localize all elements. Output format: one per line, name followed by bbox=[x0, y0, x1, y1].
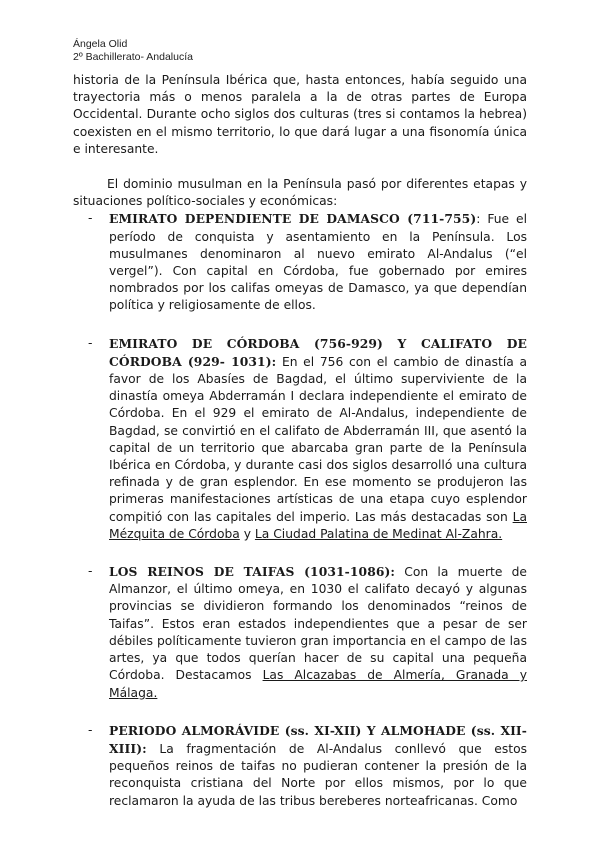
list-item-emirato-califato-cordoba bbox=[73, 335, 527, 543]
page-header bbox=[73, 38, 193, 64]
item-title: EMIRATO DEPENDIENTE DE DAMASCO (711-755) bbox=[109, 211, 477, 227]
item-title: LOS REINOS DE TAIFAS (1031-1086): bbox=[109, 564, 396, 580]
item-text: Con la muerte de Almanzor, el último omeya, en 1030 el califato decayó y algunas provincias se dividieron formando los denominados “reinos de Taifas”. Estos eran estados independientes que a pesar de ser débiles políticamente tuvieron gran importancia en el campo de las artes, ya que todos querían hacer de su capital una pequeña Córdoba. Destacamos bbox=[109, 565, 527, 683]
list-item-reinos-taifas bbox=[73, 563, 527, 702]
list-dash: - bbox=[88, 564, 93, 579]
document-body bbox=[73, 72, 527, 810]
item-title: EMIRATO DE CÓRDOBA (756-929) Y CALIFATO DE CÓRDOBA (929- 1031): bbox=[109, 335, 527, 369]
stages-list bbox=[73, 210, 527, 809]
list-item-almoravide-almohade bbox=[73, 722, 527, 810]
list-item-emirato-dependiente bbox=[73, 210, 527, 314]
list-dash: - bbox=[88, 722, 93, 737]
intro-paragraph: historia de la Península Ibérica que, hasta entonces, había seguido una trayectoria más o menos paralela a la de otras partes de Europa Occidental. Durante ocho siglos dos culturas (tres si contamos la hebrea) coexisten en el mismo territorio, lo que dará lugar a una fisonomía única e interesante. bbox=[73, 73, 527, 156]
list-dash: - bbox=[88, 211, 93, 226]
list-dash: - bbox=[88, 335, 93, 350]
link-medinat-al-zahra[interactable]: La Ciudad Palatina de Medinat Al-Zahra. bbox=[254, 526, 503, 541]
stages-intro-paragraph: El dominio musulman en la Península pasó por diferentes etapas y situaciones político-sociales y económicas: bbox=[73, 177, 527, 209]
item-text: La fragmentación de Al-Andalus conllevó que estos pequeños reinos de taifas no pudieran contener la presión de la reconquista cristiana del Norte por ellos mismos, por lo que reclamaron la ayuda de las tribus bereberes norteafricanas. Como bbox=[109, 741, 527, 808]
header-author: Ángela Olid bbox=[73, 38, 128, 50]
item-text: En el 756 con el cambio de dinastía a favor de los Abasíes de Bagdad, el último superviviente de la dinastía omeya Abderramán I declara independiente el emirato de Córdoba. En el 929 el emirato de Al-Andalus, independiente de Bagdad, se convirtió en el califato de Abderramán III, que asentó la capital de un territorio que abarcaba gran parte de la Península Ibérica en Córdoba, y durante casi dos siglos desarrolló una cultura refinada y de gran esplendor. En ese momento se produjeron las primeras manifestaciones artísticas de una etapa cuyo esplendor compitió con las capitales del imperio. Las más destacadas son bbox=[109, 354, 527, 524]
header-course: 2º Bachillerato- Andalucía bbox=[73, 51, 193, 63]
item-title: PERIODO ALMORÁVIDE (ss. XI-XII) Y ALMOHADE (ss. XII-XIII): bbox=[109, 722, 527, 756]
link-mezquita-cordoba[interactable]: La Mézquita de Córdoba bbox=[109, 509, 527, 541]
link-alcazabas[interactable]: Las Alcazabas de Almería, Granada y Málaga. bbox=[109, 668, 527, 700]
item-text: : Fue el período de conquista y asentamiento en la Península. Los musulmanes denominaron al nuevo emirato Al-Andalus (“el vergel”). Con capital en Córdoba, fue gobernado por emires nombrados por los califas omeyas de Damasco, ya que dependían política y religiosamente de ellos. bbox=[109, 212, 527, 313]
item-joiner: y bbox=[239, 526, 255, 541]
